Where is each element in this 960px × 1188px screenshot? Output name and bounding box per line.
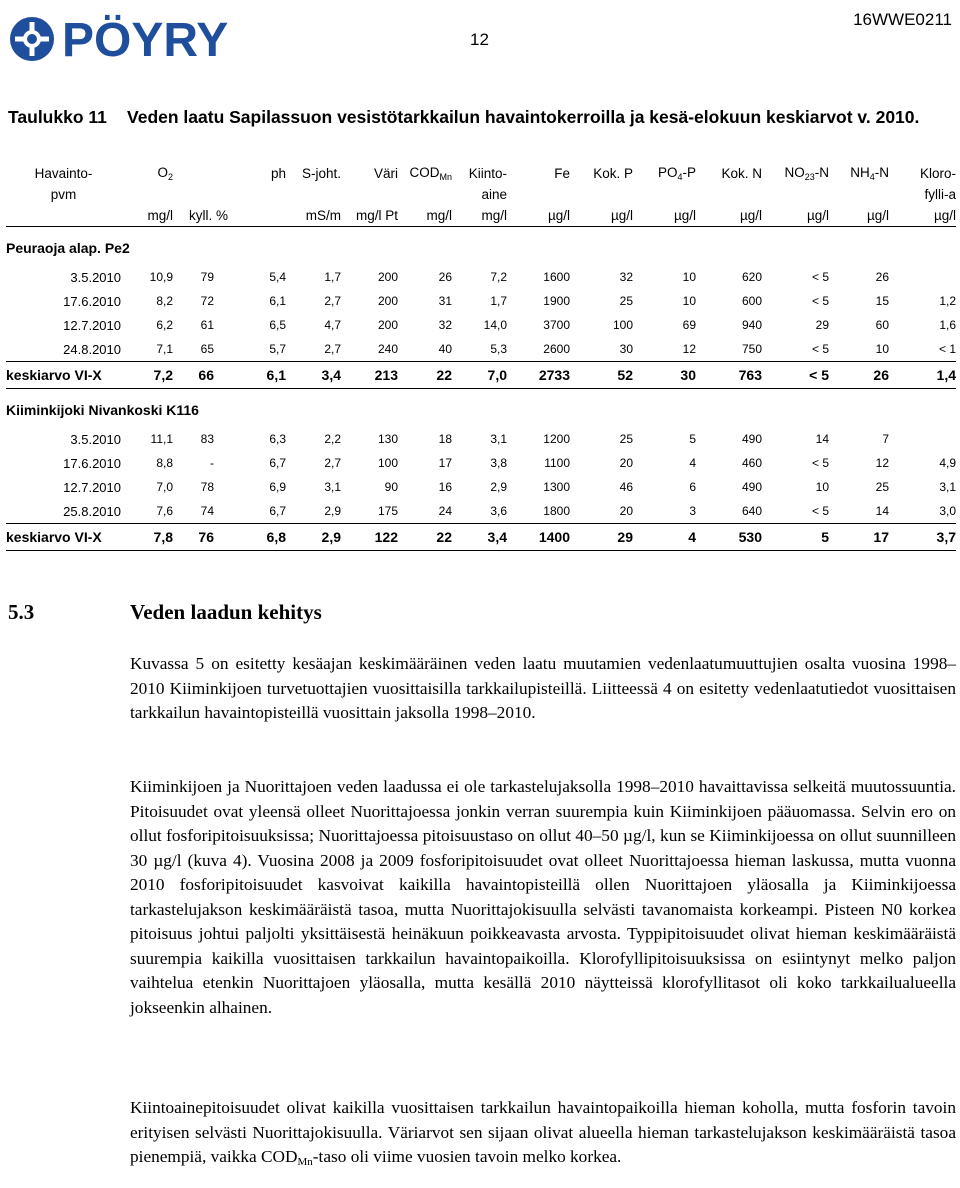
table-cell: 4 (689, 456, 696, 470)
col-header: NH (850, 165, 870, 180)
table-cell: 2,7 (324, 294, 341, 308)
table-row (6, 427, 956, 451)
table-cell: 69 (682, 318, 696, 332)
paragraph-3: Kiintoainepitoisuudet olivat kaikilla vuosittaisen tarkkailun havaintopaikoilla hieman koholla, mutta fosforin tavoin erityisen selvästi Nuorittajokisuulla. Väriarvot sen sijaan olivat alueella hieman tarkastelujakson keskimääräistä tasoa pienempiä, vaikka $COD_{Mn}$-taso oli viime vuosien tavoin melko korkea. (130, 1098, 956, 1168)
table-cell: 17 (438, 456, 452, 470)
table-cell: 6,1 (269, 294, 286, 308)
table-cell: 3,8 (490, 456, 507, 470)
table-cell: 200 (377, 270, 398, 284)
section-title-row (6, 227, 956, 266)
table-cell: 10 (682, 270, 696, 284)
col-header: NO (784, 165, 805, 180)
average-cell: 3,4 (452, 524, 507, 551)
table-cell: 4,9 (939, 456, 956, 470)
svg-text:PÖYRY: PÖYRY (62, 14, 229, 66)
table-cell: 12 (682, 342, 696, 356)
table-cell: 100 (377, 456, 398, 470)
table-cell: 5,7 (269, 342, 286, 356)
caption-text: Veden laatu Sapilassuon vesistötarkkailun havaintokerroilla ja kesä-elokuun keskiarvot v. 2010. (127, 107, 920, 127)
section-title: Veden laadun kehitys (130, 600, 322, 624)
table-cell: 6,7 (269, 504, 286, 518)
table-cell: < 5 (811, 270, 829, 284)
table-cell: 3 (689, 504, 696, 518)
table-cell: 25 (619, 432, 633, 446)
table-cell: 72 (200, 294, 214, 308)
table-cell: 14,0 (483, 318, 507, 332)
average-cell: 763 (696, 362, 762, 389)
table-cell: 460 (741, 456, 762, 470)
table-cell (889, 427, 956, 451)
table-row (6, 265, 956, 289)
table-cell: 60 (875, 318, 889, 332)
table-cell: 3,0 (939, 504, 956, 518)
table-cell: 600 (741, 294, 762, 308)
col-header: Kok. N (721, 166, 762, 181)
table-cell: 31 (438, 294, 452, 308)
table-cell: 5 (689, 432, 696, 446)
average-cell: 2733 (507, 362, 570, 389)
col-header: S-joht. (301, 166, 341, 181)
col-header: Kloro- (919, 166, 956, 181)
paragraph-2: Kiiminkijoen ja Nuorittajoen veden laadussa ei ole tarkastelujaksolla 1998–2010 havaittavissa selkeitä muutossuuntia. Pitoisuudet ovat yleensä olleet Nuorittajoessa jonkin verran suurempia kuin Kiiminkijoen pääuomassa. Selvin ero on ollut fosforipitoisuuksissa; Nuorittajoessa pitoisuustaso on ollut 40–50 µg/l, kun se Kiiminkijoessa on ollut suunnilleen 30 µg/l (kuva 4). Vuosina 2008 ja 2009 fosforipitoisuudet ovat olleet Nuorittajoessa hieman laskussa, mutta vuonna 2010 fosforipitoisuudet kasvoivat kaikilla havaintopisteillä ollen Nuorittajoen yläosalla ja Kiiminkijoessa tarkastelujakson keskimääräistä tasoa, mutta Nuorittajokisuulla selvästi tavanomaista korkeampi. Pisteen N0 korkea pitoisuus johtui paljolti yksittäisestä heinäkuun poikkeavasta arvosta. Typpipitoisuudet olivat hieman keskimääräistä suurempia kaikilla vuosittaisen tarkkailun havaintopaikoilla. Klorofyllipitoisuuksissa on esiintynyt melko paljon vaihtelua etenkin Nuorittajoen yläosalla, mutta kesällä 2010 näytteissä klorofyllitasot oli koko tarkkailualueella jokseenkin alhainen. (130, 777, 956, 1017)
unit-label: µg/l (739, 208, 762, 223)
average-row (6, 524, 956, 551)
unit-label: µg/l (806, 208, 829, 223)
table-cell: 7,2 (490, 270, 507, 284)
unit-label: mg/l (481, 208, 507, 223)
table-cell: 7,1 (156, 342, 173, 356)
section-number: 5.3 (8, 600, 35, 624)
table-cell: < 5 (811, 294, 829, 308)
page-header (0, 0, 960, 72)
table-cell: 1800 (543, 504, 570, 518)
col-header: Havainto- (34, 166, 93, 181)
table-cell: 1,7 (490, 294, 507, 308)
table-cell: 20 (619, 456, 633, 470)
table-cell: 10 (815, 480, 829, 494)
average-cell: 1,4 (889, 362, 956, 389)
average-row (6, 362, 956, 389)
table-cell: 32 (438, 318, 452, 332)
date-cell: 24.8.2010 (63, 341, 121, 357)
table-cell: 2,9 (490, 480, 507, 494)
table-cell: 8,8 (156, 456, 173, 470)
table-cell: 79 (200, 270, 214, 284)
average-cell: 7,8 (121, 524, 173, 551)
table-cell: 2,2 (324, 432, 341, 446)
average-cell: 76 (173, 524, 228, 551)
table-row (6, 313, 956, 337)
table-cell: 24 (438, 504, 452, 518)
table-cell: 61 (200, 318, 214, 332)
average-cell: 30 (633, 362, 696, 389)
col-header: fylli-a (924, 187, 956, 202)
table-cell: 10 (682, 294, 696, 308)
table-cell: 83 (200, 432, 214, 446)
unit-label: µg/l (673, 208, 696, 223)
table-cell: 5,4 (269, 270, 286, 284)
table-cell: 175 (377, 504, 398, 518)
col-header: PO (657, 165, 678, 180)
table-cell: 1900 (543, 294, 570, 308)
table-cell: 3,1 (939, 480, 956, 494)
table-cell: 20 (619, 504, 633, 518)
table-cell: 25 (875, 480, 889, 494)
table-cell: 25 (619, 294, 633, 308)
average-cell: 3,4 (286, 362, 341, 389)
table-cell: 6,5 (269, 318, 286, 332)
unit-label: mS/m (305, 208, 341, 223)
table-cell: 1,2 (939, 294, 956, 308)
table-cell: 8,2 (156, 294, 173, 308)
table-cell: 5,3 (490, 342, 507, 356)
table-cell: 29 (815, 318, 829, 332)
date-cell: 17.6.2010 (63, 293, 121, 309)
section-title-row (6, 389, 956, 428)
table-cell: 1200 (543, 432, 570, 446)
table-row (6, 499, 956, 524)
table-cell: 26 (875, 270, 889, 284)
table-cell: < 1 (938, 342, 956, 356)
document-id: 16WWE0211 (853, 10, 952, 29)
table-cell: 2600 (543, 342, 570, 356)
table-cell: 490 (741, 480, 762, 494)
unit-label: mg/l Pt (355, 208, 398, 223)
average-cell: 7,0 (452, 362, 507, 389)
table-cell: 200 (377, 294, 398, 308)
table-cell: 6,2 (156, 318, 173, 332)
paragraph-1: Kuvassa 5 on esitetty kesäajan keskimääräinen veden laatu muutamien vedenlaatumuuttujien osalta vuosina 1998–2010 Kiiminkijoen turvetuottajien vuosittaisilla tarkkailupisteillä. Liitteessä 4 on esitetty vedenlaatutiedot vuosittaisen tarkkailun havaintopisteillä vuosittain jaksolla 1998–2010. (130, 654, 956, 722)
unit-label: mg/l (147, 208, 173, 223)
average-cell: 7,2 (121, 362, 173, 389)
average-cell: 213 (341, 362, 398, 389)
table-cell: 18 (438, 432, 452, 446)
average-cell: 6,1 (228, 362, 286, 389)
table-cell: 32 (619, 270, 633, 284)
table-row (6, 289, 956, 313)
table-cell: 1100 (544, 456, 570, 470)
col-header: pvm (50, 187, 77, 202)
table-cell: 200 (377, 318, 398, 332)
average-cell: 2,9 (286, 524, 341, 551)
table-cell: < 5 (811, 456, 829, 470)
date-cell: 3.5.2010 (70, 431, 121, 447)
col-header: Väri (373, 166, 398, 181)
col-header: O (157, 165, 168, 180)
average-cell: 6,8 (228, 524, 286, 551)
table-cell: 7 (882, 432, 889, 446)
average-cell: 26 (829, 362, 889, 389)
table-cell: 10,9 (149, 270, 173, 284)
date-cell: 3.5.2010 (70, 269, 121, 285)
table-cell: 2,9 (324, 504, 341, 518)
table-cell: 130 (377, 432, 398, 446)
table-cell: 78 (200, 480, 214, 494)
station-title: Kiiminkijoki Nivankoski K116 (6, 402, 199, 418)
table-cell: 1600 (543, 270, 570, 284)
table-cell: 30 (619, 342, 633, 356)
table-cell: 750 (741, 342, 762, 356)
average-cell: 5 (762, 524, 829, 551)
table-cell: 26 (438, 270, 452, 284)
average-cell: 22 (398, 362, 452, 389)
table-cell: 14 (815, 432, 829, 446)
date-cell: 12.7.2010 (63, 479, 121, 495)
header-row-1: Havainto- $O_2$ ph S-joht. Väri $COD_{Mn}$ Kiinto- Fe Kok. P $PO_4-P$ Kok. N $NO_{23}-N$ $NH_4-N$ Kloro- (34, 165, 956, 182)
station-title: Peuraoja alap. Pe2 (6, 240, 130, 256)
table-cell: 10 (875, 342, 889, 356)
table-cell: 14 (875, 504, 889, 518)
table-cell: 12 (875, 456, 889, 470)
average-cell: 3,7 (889, 524, 956, 551)
table-cell: < 5 (811, 342, 829, 356)
unit-label: kyll. % (188, 208, 228, 223)
table-cell: 1,6 (939, 318, 956, 332)
col-header: COD (409, 165, 440, 180)
table-cell: 15 (875, 294, 889, 308)
table-cell: 940 (741, 318, 762, 332)
table-cell: 6 (689, 480, 696, 494)
header-row-2 (6, 184, 956, 205)
table-cell: 640 (741, 504, 762, 518)
col-header: Kok. P (593, 166, 633, 181)
col-header: Kiinto- (468, 166, 507, 181)
average-label: keskiarvo VI-X (6, 524, 121, 551)
col-header: aine (481, 187, 507, 202)
unit-label: µg/l (547, 208, 570, 223)
table-cell: 3,6 (490, 504, 507, 518)
table-cell: 100 (612, 318, 633, 332)
table-cell: 240 (377, 342, 398, 356)
unit-label: µg/l (933, 208, 956, 223)
table-cell: 1,7 (324, 270, 341, 284)
table-cell: 40 (438, 342, 452, 356)
average-cell: 52 (570, 362, 633, 389)
table-row (6, 337, 956, 362)
table-cell: 490 (741, 432, 762, 446)
table-cell: 6,7 (269, 456, 286, 470)
page-number: 12 (470, 30, 489, 49)
average-cell: 122 (341, 524, 398, 551)
average-label: keskiarvo VI-X (6, 362, 121, 389)
col-header: ph (270, 166, 286, 181)
table-cell: 65 (200, 342, 214, 356)
table-cell: 16 (438, 480, 452, 494)
average-cell: < 5 (762, 362, 829, 389)
date-cell: 17.6.2010 (63, 455, 121, 471)
table-row (6, 451, 956, 475)
average-cell: 22 (398, 524, 452, 551)
table-cell: - (210, 456, 214, 470)
table-cell: 7,0 (156, 480, 173, 494)
table-cell: 7,6 (156, 504, 173, 518)
unit-label: µg/l (610, 208, 633, 223)
table-cell: 620 (741, 270, 762, 284)
table-cell: 46 (619, 480, 633, 494)
table-cell: 11,1 (150, 432, 173, 446)
date-cell: 12.7.2010 (63, 317, 121, 333)
date-cell: 25.8.2010 (63, 503, 121, 519)
average-cell: 530 (696, 524, 762, 551)
table-cell: 2,7 (324, 342, 341, 356)
table-cell: < 5 (811, 504, 829, 518)
table-cell: 3,1 (324, 480, 341, 494)
table-cell: 2,7 (324, 456, 341, 470)
poyry-logo (6, 6, 276, 71)
average-cell: 4 (633, 524, 696, 551)
table-cell: 90 (384, 480, 398, 494)
average-cell: 66 (173, 362, 228, 389)
caption-label: Taulukko 11 (8, 107, 107, 127)
unit-label: µg/l (866, 208, 889, 223)
average-cell: 17 (829, 524, 889, 551)
table-cell: 6,3 (269, 432, 286, 446)
table-cell: 74 (200, 504, 214, 518)
table-cell: 3700 (543, 318, 570, 332)
table-row (6, 475, 956, 499)
col-header: Fe (554, 166, 570, 181)
table-cell: 3,1 (490, 432, 507, 446)
table-cell: 6,9 (269, 480, 286, 494)
average-cell: 29 (570, 524, 633, 551)
average-cell: 1400 (507, 524, 570, 551)
table-cell: 1300 (543, 480, 570, 494)
water-quality-table (6, 163, 956, 551)
unit-label: mg/l (426, 208, 452, 223)
table-cell: 4,7 (324, 318, 341, 332)
table-cell (889, 265, 956, 289)
units-row (6, 205, 956, 227)
